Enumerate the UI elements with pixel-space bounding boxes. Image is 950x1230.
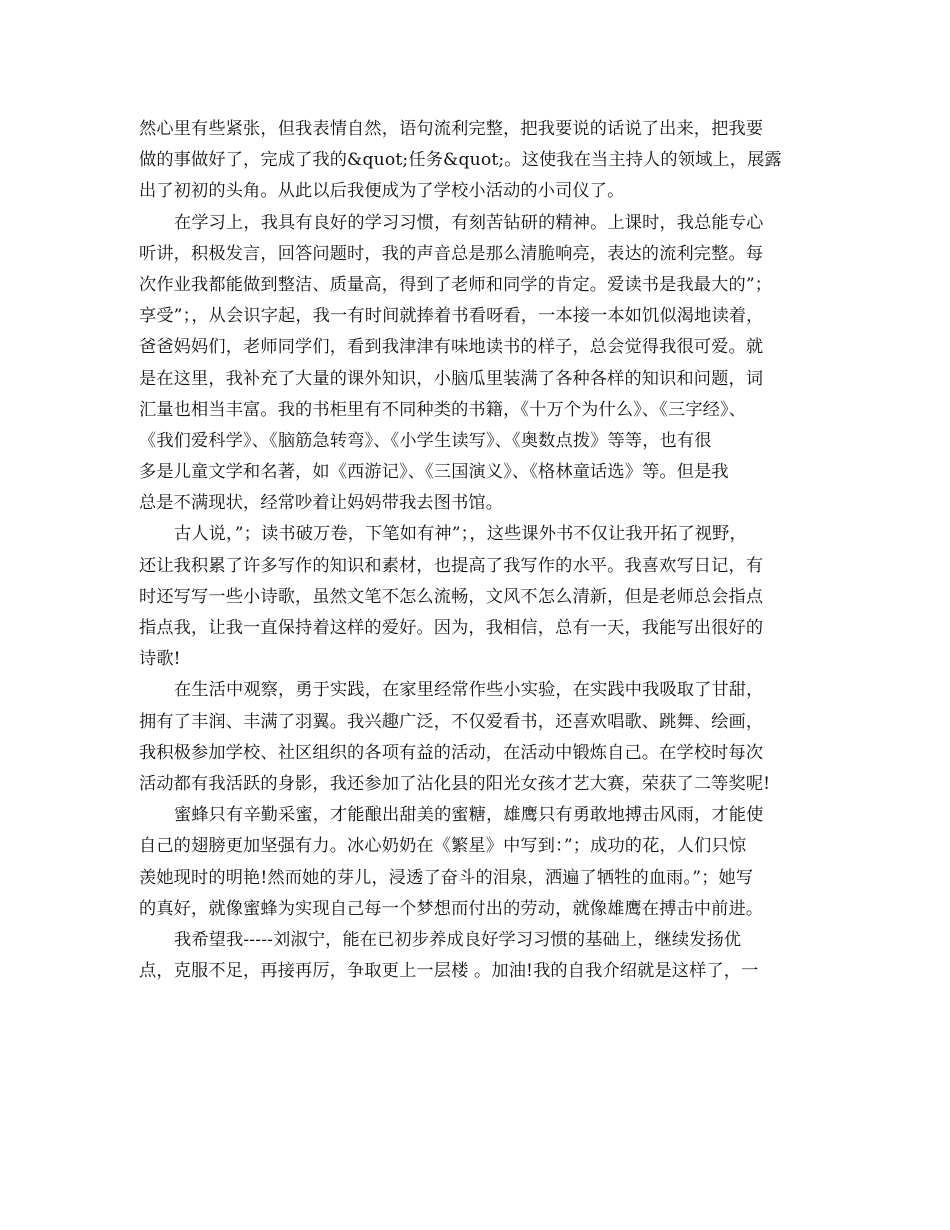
text-line: 次作业我都能做到整洁、质量高，得到了老师和同学的肯定。爱读书是我最大的”； [139, 274, 773, 295]
text-line: 爸爸妈妈们，老师同学们，看到我津津有味地读书的样子，总会觉得我很可爱。就 [139, 337, 764, 358]
text-line: 诗歌! [139, 649, 181, 670]
text-line: 是在这里，我补充了大量的课外知识，小脑瓜里装满了各种各样的知识和问题，词 [139, 368, 764, 389]
text-line: 然心里有些紧张，但我表情自然，语句流利完整，把我要说的话说了出来，把我要 [139, 119, 764, 139]
document-body [139, 114, 817, 987]
text-line: 拥有了丰润、丰满了羽翼。我兴趣广泛，不仅爱看书，还喜欢唱歌、跳舞、绘画， [139, 711, 764, 732]
text-line: 我积极参加学校、社区组织的各项有益的活动，在活动中锻炼自己。在学校时每次 [139, 742, 764, 763]
paragraph-2 [139, 208, 817, 520]
text-line: 在生活中观察，勇于实践，在家里经常作些小实验，在实践中我吸取了甘甜， [174, 680, 764, 701]
text-line: 总是不满现状，经常吵着让妈妈带我去图书馆。 [139, 493, 504, 514]
paragraph-3 [139, 519, 817, 675]
paragraph-1 [139, 114, 817, 208]
text-line: 在学习上，我具有良好的学习习惯，有刻苦钻研的精神。上课时，我总能专心 [174, 212, 764, 233]
text-line: 《我们爱科学》、《脑筋急转弯》、《小学生读写》、《奥数点拨》等等，也有很 [139, 430, 712, 451]
text-line: 汇量也相当丰富。我的书柜里有不同种类的书籍，《十万个为什么》、《三字经》、 [139, 399, 747, 420]
text-line: 时还写写一些小诗歌，虽然文笔不怎么流畅，文风不怎么清新，但是老师总会指点 [139, 586, 764, 607]
paragraph-4 [139, 675, 817, 800]
text-line: 指点我，让我一直保持着这样的爱好。因为，我相信，总有一天，我能写出很好的 [139, 618, 764, 638]
text-line: 听讲，积极发言，回答问题时，我的声音总是那么清脆响亮，表达的流利完整。每 [139, 243, 764, 264]
text-line: 做的事做好了，完成了我的&quot;任务&quot;。这使我在当主持人的领域上，展露 [139, 150, 782, 171]
paragraph-5 [139, 800, 817, 925]
text-line: 多是儿童文学和名著，如《西游记》、《三国演义》、《格林童话选》等。但是我 [139, 462, 729, 483]
text-line: 自己的翅膀更加坚强有力。冰心奶奶在《繁星》中写到：”；成功的花，人们只惊 [139, 836, 747, 857]
text-line: 点，克服不足，再接再厉，争取更上一层楼 。加油!我的自我介绍就是这样了，一 [139, 961, 759, 982]
text-line: 的真好，就像蜜蜂为实现自己每一个梦想而付出的劳动，就像雄鹰在搏击中前进。 [139, 898, 764, 919]
text-line: 活动都有我活跃的身影，我还参加了沾化县的阳光女孩才艺大赛，荣获了二等奖呢! [139, 773, 771, 794]
text-line: 我希望我-----刘淑宁，能在已初步养成良好学习习惯的基础上，继续发扬优 [174, 929, 742, 950]
paragraph-6 [139, 925, 817, 987]
text-line: 羡她现时的明艳!然而她的芽儿，浸透了奋斗的泪泉，洒遍了牺牲的血雨。”；她写 [139, 867, 754, 888]
text-line: 古人说，”；读书破万卷，下笔如有神”；，这些课外书不仅让我开拓了视野， [174, 524, 747, 545]
text-line: 享受”；，从会识字起，我一有时间就捧着书看呀看，一本接一本如饥似渴地读着， [139, 306, 764, 327]
text-line: 蜜蜂只有辛勤采蜜，才能酿出甜美的蜜糖，雄鹰只有勇敢地搏击风雨，才能使 [174, 805, 764, 826]
text-line: 还让我积累了许多写作的知识和素材，也提高了我写作的水平。我喜欢写日记，有 [139, 555, 764, 576]
text-line: 出了初初的头角。从此以后我便成为了学校小活动的小司仪了。 [139, 181, 625, 202]
